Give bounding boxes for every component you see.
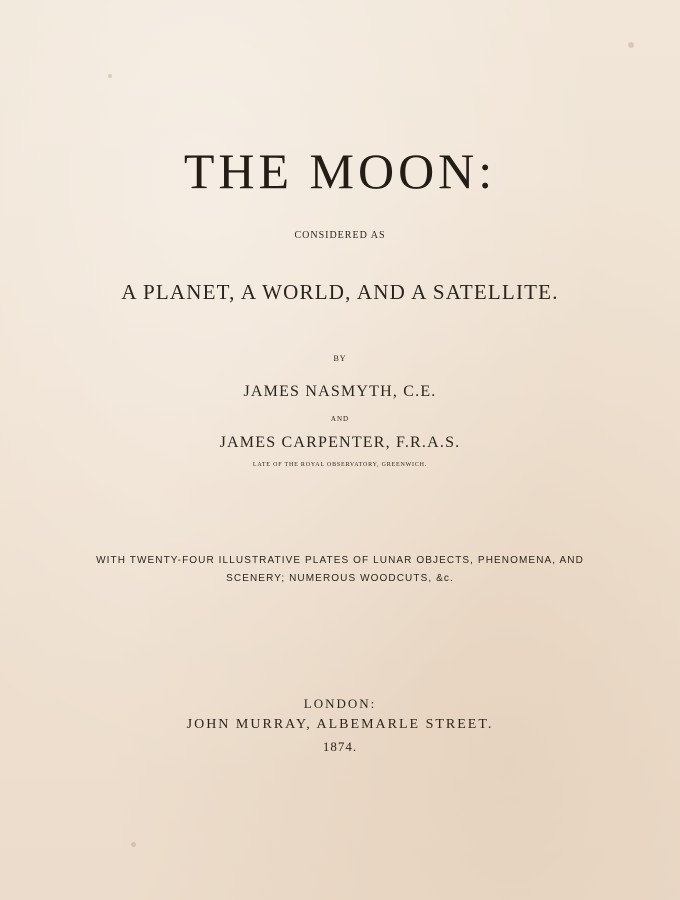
paper-speck: [108, 74, 112, 78]
paper-speck: [131, 842, 136, 847]
imprint-year: 1874.: [322, 739, 358, 754]
paper-speck: [628, 42, 634, 48]
plates-description-line-1: WITH TWENTY-FOUR ILLUSTRATIVE PLATES OF LUNAR OBJECTS, PHENOMENA, AND: [96, 555, 584, 566]
imprint-city: LONDON:: [303, 696, 377, 711]
plates-description-line-2: SCENERY; NUMEROUS WOODCUTS, &c.: [226, 573, 454, 584]
considered-as-text: CONSIDERED AS: [294, 230, 386, 241]
author-2: JAMES CARPENTER, F.R.A.S.: [219, 434, 461, 451]
by-text: BY: [333, 354, 347, 363]
imprint-publisher: JOHN MURRAY, ALBEMARLE STREET.: [186, 717, 494, 732]
author-1: JAMES NASMYTH, C.E.: [243, 383, 437, 400]
book-title: THE MOON:: [183, 143, 497, 199]
book-subtitle: A PLANET, A WORLD, AND A SATELLITE.: [121, 280, 559, 304]
and-text: AND: [330, 415, 350, 423]
author-2-affiliation: LATE OF THE ROYAL OBSERVATORY, GREENWICH.: [252, 462, 428, 468]
